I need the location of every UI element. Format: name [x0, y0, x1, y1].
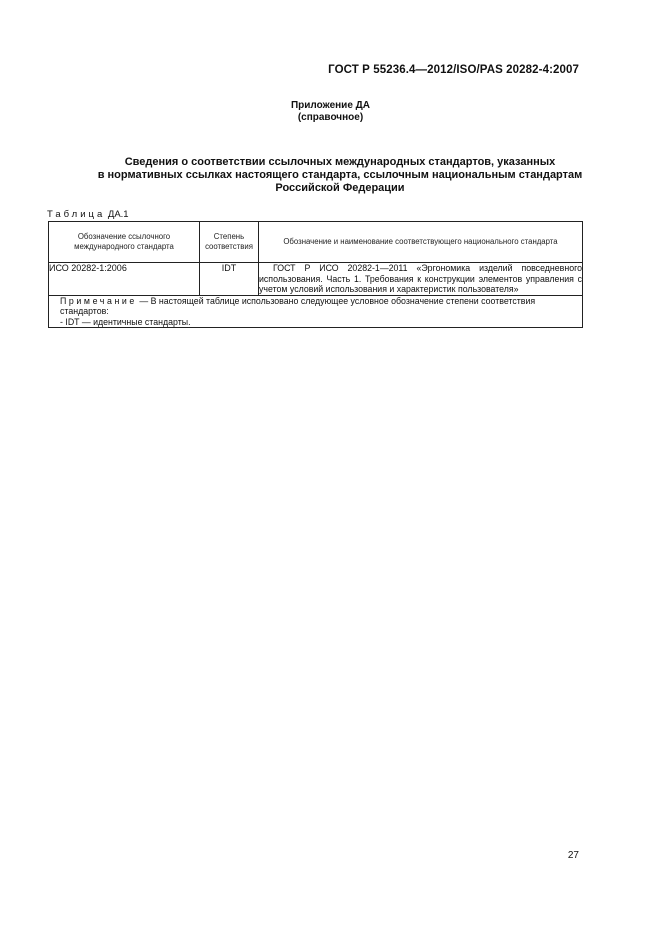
section-title [50, 156, 630, 195]
table-row [49, 263, 583, 296]
note-text [49, 296, 582, 317]
section-title-line-1: Сведения о соответствии ссылочных международных стандартов, указанных [124, 156, 556, 168]
appendix-heading [0, 100, 661, 124]
cell-intl-standard: ИСО 20282-1:2006 [49, 263, 200, 296]
appendix-title: Приложение ДА [290, 100, 371, 111]
note-label: Примечание [60, 295, 137, 306]
correspondence-table [48, 221, 583, 328]
appendix-subtitle: (справочное) [297, 112, 364, 123]
document-code: ГОСТ Р 55236.4—2012/ISO/PAS 20282-4:2007 [328, 64, 579, 76]
table-note-row [49, 295, 583, 328]
note-item: - IDT — идентичные стандарты. [60, 316, 191, 327]
page-number: 27 [567, 850, 579, 861]
cell-national-standard: ГОСТ Р ИСО 20282-1—2011 «Эргономика изделий повседневного использования. Часть 1. Требования к конструкции элементов управления с учетом условий использования и характеристик пользователя» [259, 263, 582, 294]
header-intl-standard: Обозначение ссылочного международного стандарта [49, 222, 200, 263]
table-note [49, 295, 583, 328]
cell-degree: IDT [200, 263, 259, 296]
section-title-line-2: в нормативных ссылках настоящего стандарта, ссылочным национальным стандартам [97, 169, 583, 181]
table-header-row [49, 222, 583, 263]
table-caption-number: ДА.1 [107, 209, 129, 220]
table-caption [47, 209, 129, 220]
section-title-line-3: Российской Федерации [275, 182, 405, 194]
table-caption-word: Таблица [47, 209, 106, 220]
note-body: — В настоящей таблице использовано следующее условное обозначение степени соответствия стандартов: [60, 295, 536, 316]
header-degree: Степень соответствия [200, 222, 259, 263]
header-national-standard: Обозначение и наименование соответствующего национального стандарта [259, 222, 583, 263]
